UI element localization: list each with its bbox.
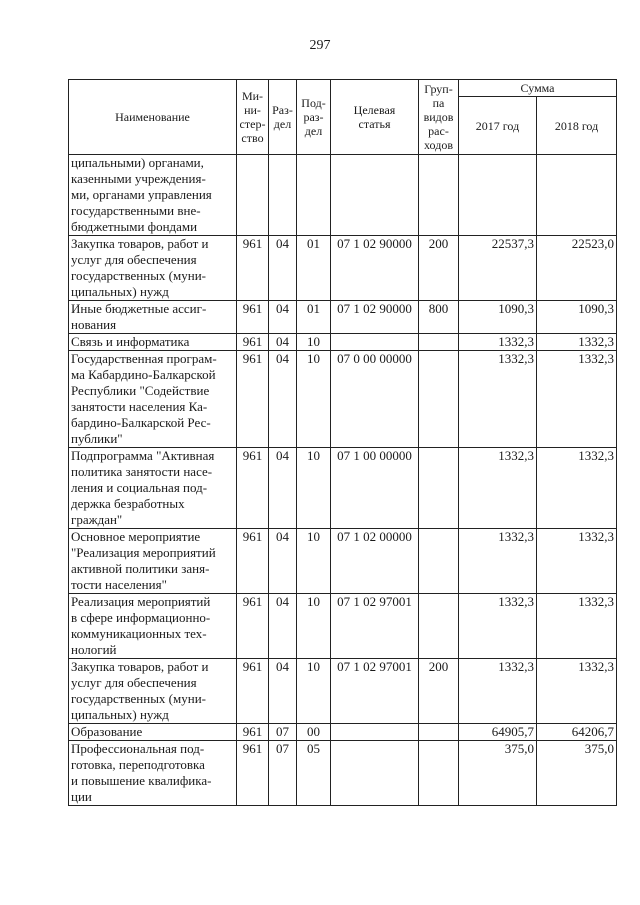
cell-expense-group	[419, 741, 459, 806]
table-row	[69, 351, 617, 448]
header-section: Раз- дел	[269, 80, 297, 155]
cell-expense-group: 200	[419, 236, 459, 301]
cell-amount-2018: 1332,3	[537, 594, 617, 659]
cell-amount-2017: 22537,3	[459, 236, 537, 301]
cell-expense-group: 200	[419, 659, 459, 724]
table-row	[69, 659, 617, 724]
cell-ministry: 961	[237, 334, 269, 351]
cell-target-article: 07 1 02 97001	[331, 594, 419, 659]
cell-target-article	[331, 741, 419, 806]
table-row	[69, 301, 617, 334]
header-year-2017: 2017 год	[459, 97, 537, 155]
cell-name: Государственная програм- ма Кабардино-Балкарской Республики "Содействие занятости населения Ка- бардино-Балкарской Рес- публики"	[69, 351, 237, 448]
cell-amount-2017	[459, 155, 537, 236]
cell-name: Закупка товаров, работ и услуг для обеспечения государственных (муни- ципальных) нужд	[69, 659, 237, 724]
cell-target-article	[331, 724, 419, 741]
cell-name: Иные бюджетные ассиг- нования	[69, 301, 237, 334]
cell-expense-group	[419, 334, 459, 351]
cell-ministry: 961	[237, 529, 269, 594]
cell-section: 04	[269, 351, 297, 448]
cell-section: 04	[269, 594, 297, 659]
header-year-2018: 2018 год	[537, 97, 617, 155]
cell-expense-group	[419, 529, 459, 594]
header-amount: Сумма	[459, 80, 617, 97]
header-name: Наименование	[69, 80, 237, 155]
cell-amount-2018	[537, 155, 617, 236]
cell-target-article	[331, 334, 419, 351]
cell-target-article	[331, 155, 419, 236]
cell-section: 04	[269, 659, 297, 724]
cell-target-article: 07 1 02 97001	[331, 659, 419, 724]
cell-ministry: 961	[237, 741, 269, 806]
cell-amount-2018: 1332,3	[537, 529, 617, 594]
cell-expense-group	[419, 351, 459, 448]
cell-subsection: 01	[297, 301, 331, 334]
cell-subsection: 05	[297, 741, 331, 806]
header-expense-group: Груп- па видов рас- ходов	[419, 80, 459, 155]
cell-section: 04	[269, 334, 297, 351]
cell-section: 04	[269, 529, 297, 594]
cell-expense-group	[419, 155, 459, 236]
cell-subsection: 10	[297, 334, 331, 351]
cell-section: 07	[269, 724, 297, 741]
cell-subsection: 10	[297, 351, 331, 448]
cell-subsection: 10	[297, 448, 331, 529]
cell-expense-group	[419, 594, 459, 659]
cell-expense-group	[419, 724, 459, 741]
cell-name: Связь и информатика	[69, 334, 237, 351]
cell-name: ципальными) органами, казенными учреждения- ми, органами управления государственными вне- бюджетными фондами	[69, 155, 237, 236]
header-subsection: Под- раз- дел	[297, 80, 331, 155]
cell-name: Подпрограмма "Активная политика занятости насе- ления и социальная под- держка безработных граждан"	[69, 448, 237, 529]
cell-ministry: 961	[237, 448, 269, 529]
cell-name: Образование	[69, 724, 237, 741]
cell-target-article: 07 1 02 90000	[331, 301, 419, 334]
cell-subsection: 00	[297, 724, 331, 741]
cell-ministry	[237, 155, 269, 236]
cell-amount-2018: 1332,3	[537, 351, 617, 448]
cell-section: 07	[269, 741, 297, 806]
header-target-article: Целевая статья	[331, 80, 419, 155]
table-row	[69, 529, 617, 594]
header-ministry: Ми- ни- стер- ство	[237, 80, 269, 155]
cell-expense-group: 800	[419, 301, 459, 334]
cell-amount-2017: 1332,3	[459, 448, 537, 529]
cell-section: 04	[269, 236, 297, 301]
cell-expense-group	[419, 448, 459, 529]
cell-target-article: 07 0 00 00000	[331, 351, 419, 448]
cell-subsection: 10	[297, 659, 331, 724]
cell-name: Профессиональная под- готовка, переподготовка и повышение квалифика- ции	[69, 741, 237, 806]
cell-amount-2018: 1332,3	[537, 448, 617, 529]
cell-ministry: 961	[237, 659, 269, 724]
cell-target-article: 07 1 02 00000	[331, 529, 419, 594]
table-row	[69, 741, 617, 806]
cell-amount-2017: 1090,3	[459, 301, 537, 334]
cell-subsection	[297, 155, 331, 236]
cell-ministry: 961	[237, 724, 269, 741]
cell-ministry: 961	[237, 351, 269, 448]
table-row	[69, 724, 617, 741]
page-number: 297	[309, 38, 331, 53]
table-row	[69, 448, 617, 529]
cell-section: 04	[269, 448, 297, 529]
cell-amount-2018: 64206,7	[537, 724, 617, 741]
table-row	[69, 334, 617, 351]
cell-subsection: 10	[297, 594, 331, 659]
table-row	[69, 236, 617, 301]
cell-name: Реализация мероприятий в сфере информационно- коммуникационных тех- нологий	[69, 594, 237, 659]
cell-amount-2018: 1090,3	[537, 301, 617, 334]
budget-table	[68, 79, 617, 806]
cell-amount-2017: 1332,3	[459, 659, 537, 724]
cell-name: Основное мероприятие "Реализация мероприятий активной политики заня- тости населения"	[69, 529, 237, 594]
cell-amount-2017: 64905,7	[459, 724, 537, 741]
cell-section: 04	[269, 301, 297, 334]
cell-amount-2018: 375,0	[537, 741, 617, 806]
table-row	[69, 594, 617, 659]
table-row	[69, 155, 617, 236]
cell-ministry: 961	[237, 594, 269, 659]
cell-amount-2018: 1332,3	[537, 659, 617, 724]
cell-section	[269, 155, 297, 236]
table-header	[69, 80, 617, 155]
cell-target-article: 07 1 02 90000	[331, 236, 419, 301]
cell-ministry: 961	[237, 236, 269, 301]
cell-target-article: 07 1 00 00000	[331, 448, 419, 529]
cell-ministry: 961	[237, 301, 269, 334]
cell-subsection: 01	[297, 236, 331, 301]
cell-amount-2017: 1332,3	[459, 351, 537, 448]
table-body	[69, 155, 617, 806]
cell-amount-2017: 1332,3	[459, 594, 537, 659]
cell-amount-2017: 1332,3	[459, 529, 537, 594]
cell-amount-2018: 1332,3	[537, 334, 617, 351]
cell-subsection: 10	[297, 529, 331, 594]
cell-amount-2018: 22523,0	[537, 236, 617, 301]
cell-amount-2017: 1332,3	[459, 334, 537, 351]
cell-name: Закупка товаров, работ и услуг для обеспечения государственных (муни- ципальных) нужд	[69, 236, 237, 301]
cell-amount-2017: 375,0	[459, 741, 537, 806]
